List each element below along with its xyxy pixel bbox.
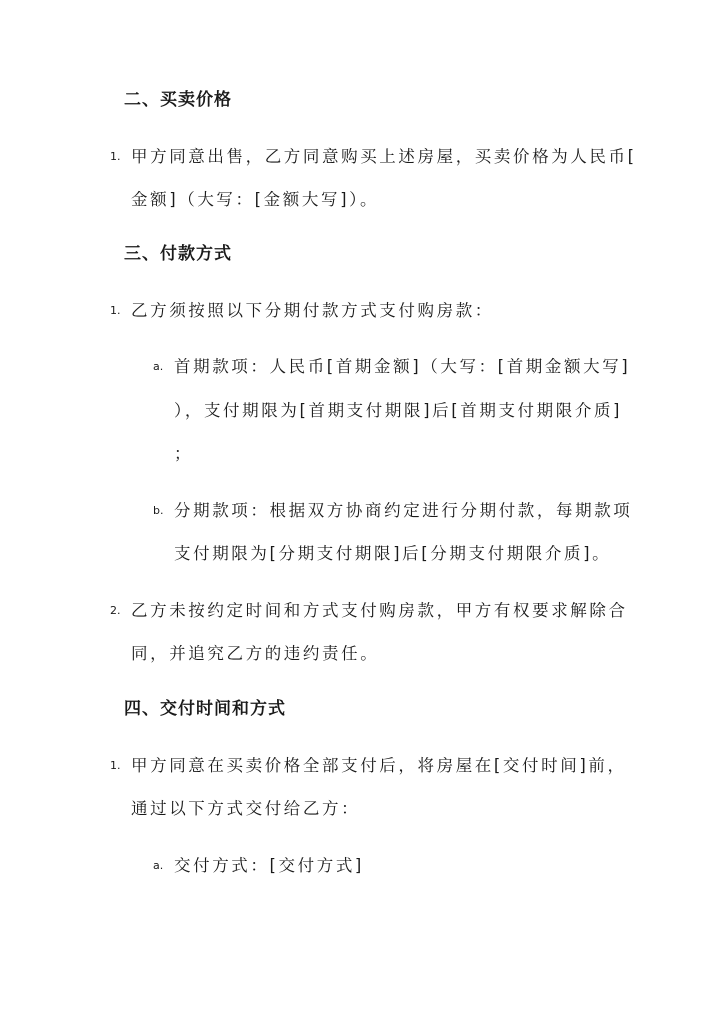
paragraph-line: 乙方未按约定时间和方式支付购房款，甲方有权要求解除合 <box>131 601 628 620</box>
paragraph-line: ； <box>174 444 194 463</box>
paragraph-line: 甲方同意出售，乙方同意购买上述房屋，买卖价格为人民币[ <box>131 147 637 166</box>
sublist-marker: a. <box>153 360 164 373</box>
paragraph-line: 同，并追究乙方的违约责任。 <box>131 644 380 663</box>
paragraph-line: 甲方同意在买卖价格全部支付后，将房屋在[交付时间]前， <box>131 756 627 775</box>
list-marker: 2. <box>110 604 121 617</box>
list-marker: 1. <box>110 759 121 772</box>
section-heading-delivery: 四、交付时间和方式 <box>124 699 286 719</box>
paragraph-line: 通过以下方式交付给乙方： <box>131 799 361 818</box>
paragraph-line: 金额]（大写：[金额大写]）。 <box>131 190 380 209</box>
paragraph-line: 支付期限为[分期支付期限]后[分期支付期限介质]。 <box>174 544 612 563</box>
section-heading-price: 二、买卖价格 <box>124 90 232 110</box>
paragraph-line: ），支付期限为[首期支付期限]后[首期支付期限介质] <box>174 401 623 420</box>
paragraph-line: 首期款项：人民币[首期金额]（大写：[首期金额大写] <box>174 357 631 376</box>
paragraph-line: 乙方须按照以下分期付款方式支付购房款： <box>131 301 494 320</box>
list-marker: 1. <box>110 304 121 317</box>
section-heading-payment: 三、付款方式 <box>124 244 232 264</box>
sublist-marker: b. <box>153 504 164 517</box>
paragraph-line: 交付方式：[交付方式] <box>174 856 364 875</box>
list-marker: 1. <box>110 150 121 163</box>
sublist-marker: a. <box>153 859 164 872</box>
paragraph-line: 分期款项：根据双方协商约定进行分期付款，每期款项 <box>174 501 633 520</box>
